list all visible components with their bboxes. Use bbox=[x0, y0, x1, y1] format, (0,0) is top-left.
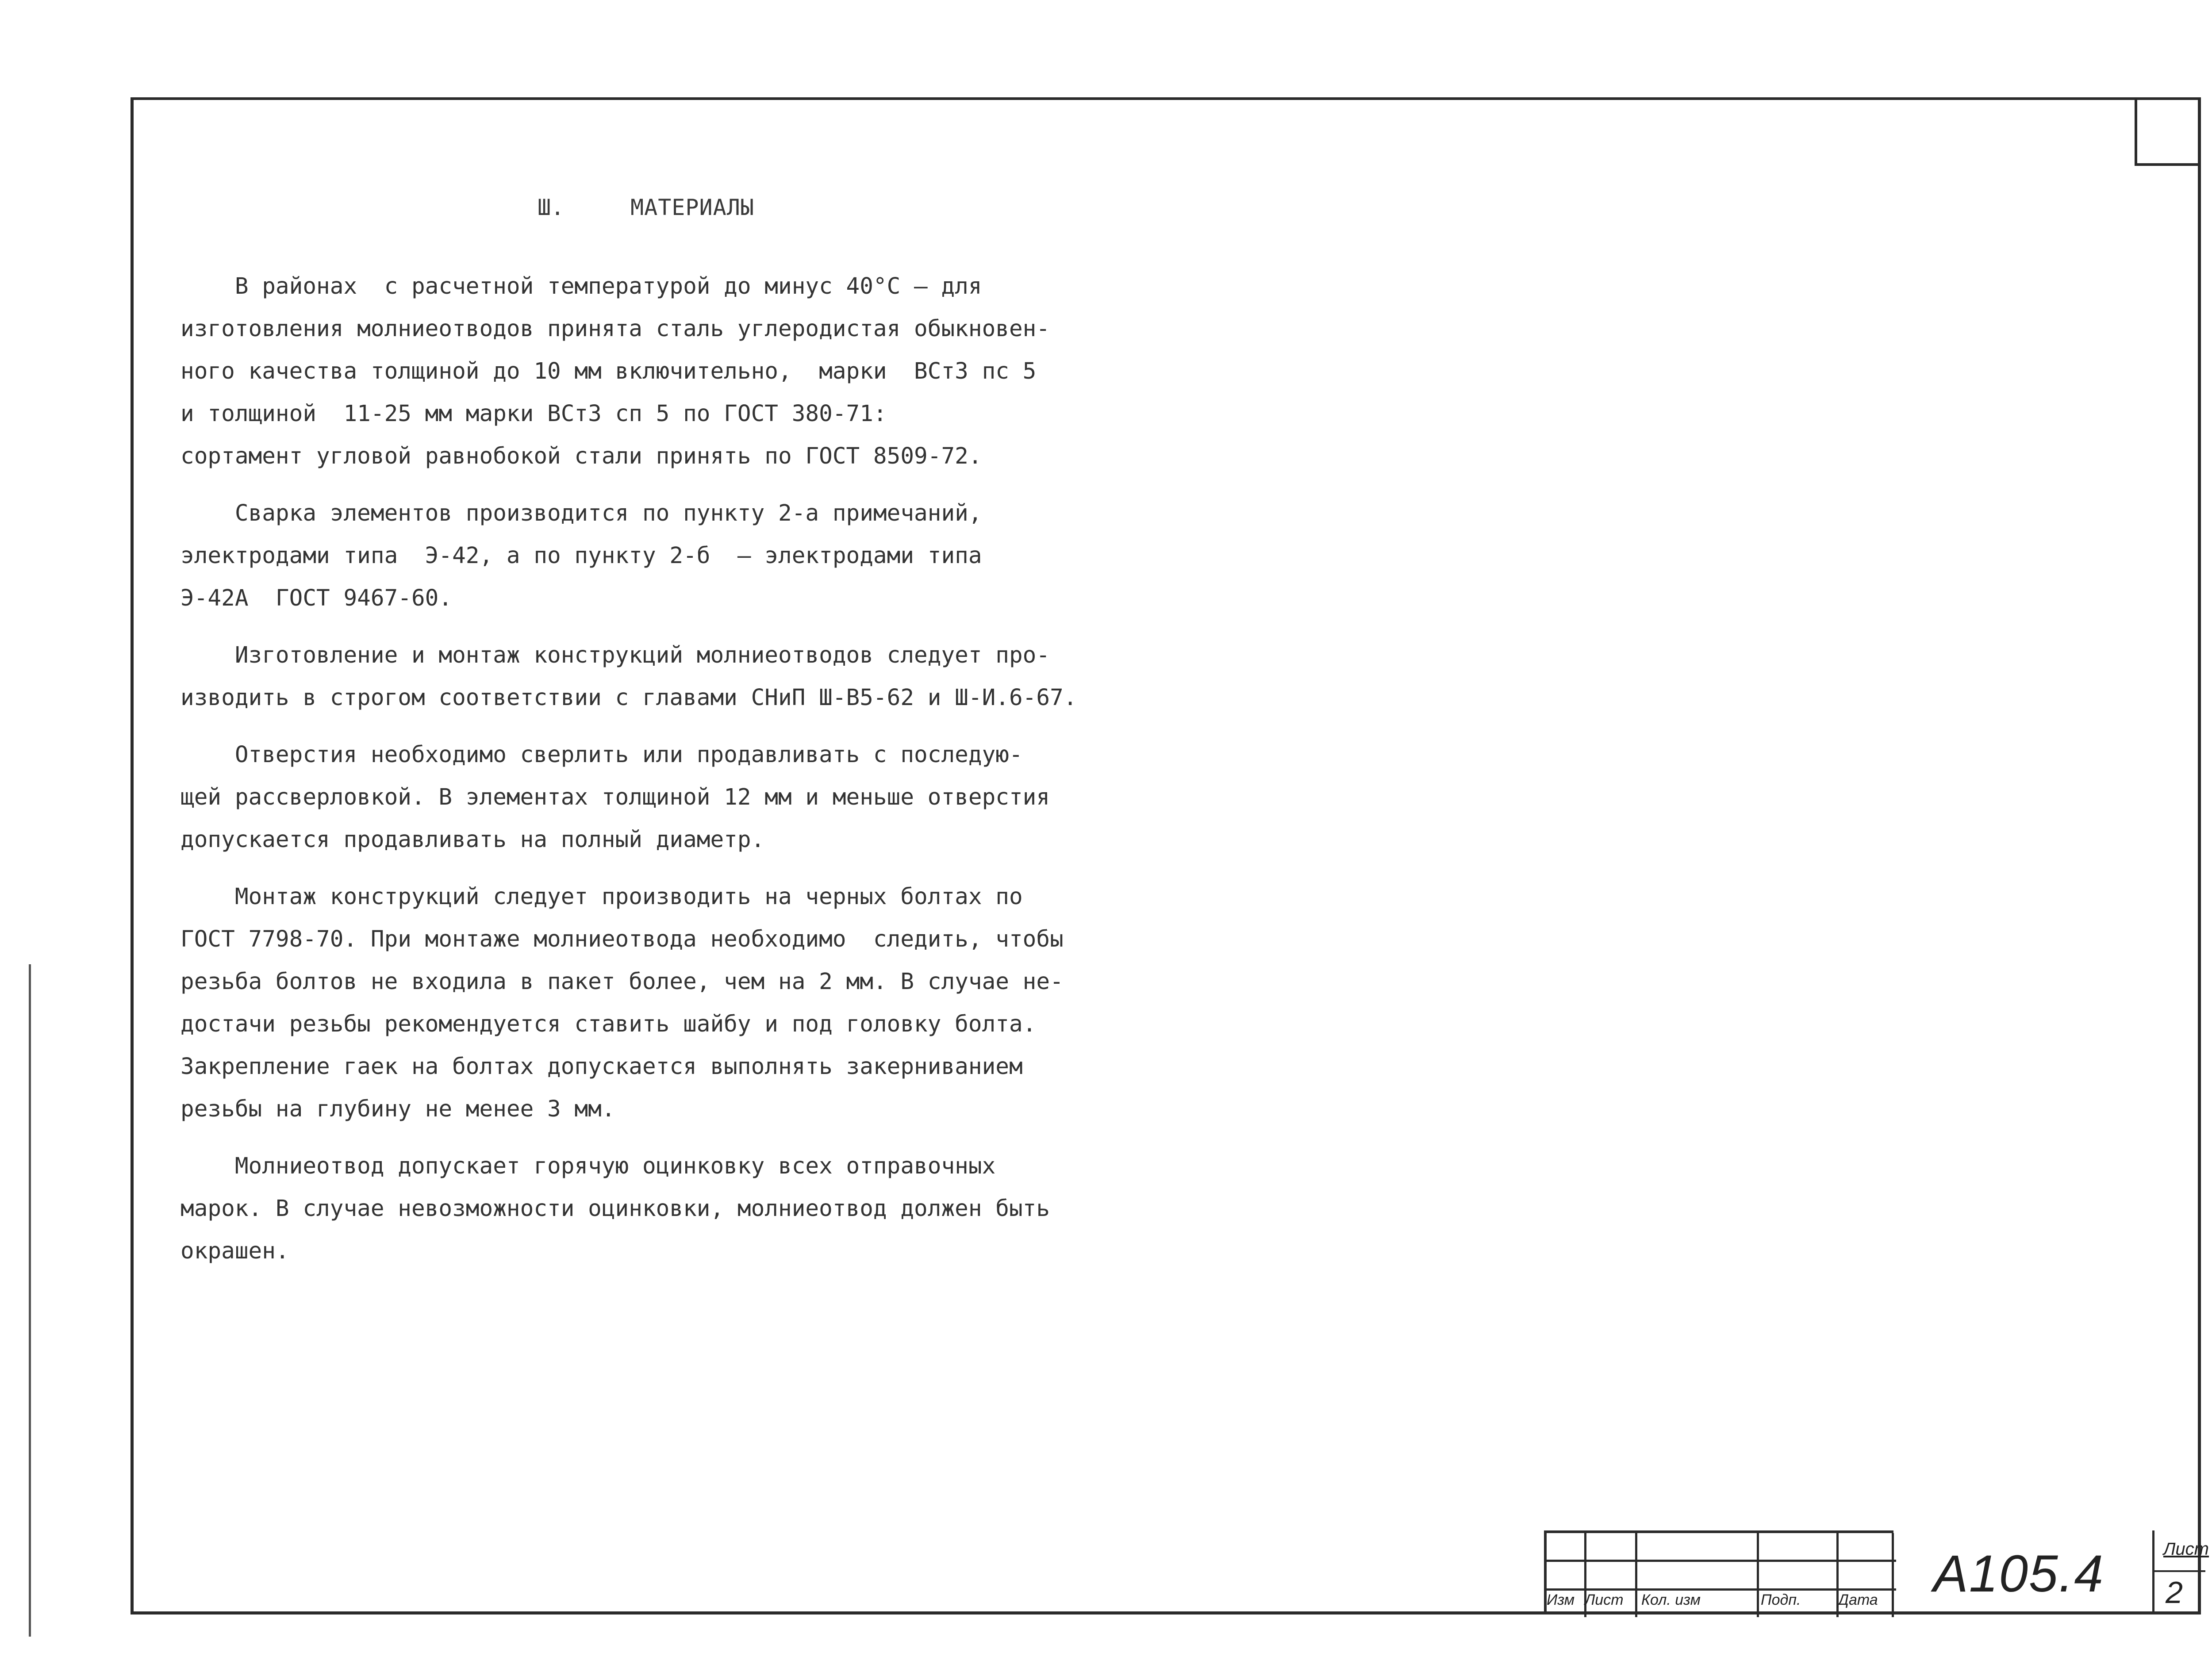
paragraph-welding bbox=[180, 492, 1101, 620]
title-block bbox=[1544, 1530, 2209, 1614]
text-line: изводить в строгом соответствии с главами СНиП Ш-В5-62 и Ш-И.6-67. bbox=[180, 685, 1077, 711]
text-line: и толщиной 11-25 мм марки ВСт3 сп 5 по ГОСТ 380-71: bbox=[180, 401, 887, 427]
label-date: Дата bbox=[1838, 1591, 1878, 1608]
label-change: Изм bbox=[1547, 1591, 1575, 1608]
text-line: Молниеотвод допускает горячую оцинковку всех отправочных bbox=[180, 1153, 996, 1179]
text-line: марок. В случае невозможности оцинковки, молниеотвод должен быть bbox=[180, 1196, 1050, 1222]
grid-col bbox=[1635, 1533, 1637, 1617]
paragraph-holes bbox=[180, 734, 1101, 861]
text-line: щей рассверловкой. В элементах толщиной 12 мм и меньше отверстия bbox=[180, 784, 1050, 810]
text-line: ного качества толщиной до 10 мм включительно, марки ВСт3 пс 5 bbox=[180, 358, 1037, 384]
grid-row bbox=[1547, 1588, 1896, 1591]
section-number: Ш. bbox=[538, 195, 565, 220]
label-sheet: Лист bbox=[1585, 1591, 1624, 1608]
paragraph-fabrication bbox=[180, 634, 1101, 719]
text-line: изготовления молниеотводов принята сталь углеродистая обыкновен- bbox=[180, 316, 1050, 342]
label-change-count: Кол. изм bbox=[1641, 1591, 1701, 1608]
paragraph-assembly bbox=[180, 876, 1101, 1131]
grid-col bbox=[1757, 1533, 1759, 1617]
text-line: Изготовление и монтаж конструкций молниеотводов следует про- bbox=[180, 642, 1050, 668]
sheet-divider bbox=[2154, 1570, 2205, 1572]
sheet-label: Лист bbox=[2163, 1539, 2209, 1559]
grid-row bbox=[1547, 1560, 1896, 1562]
section-title: МАТЕРИАЛЫ bbox=[630, 195, 754, 220]
text-line: окрашен. bbox=[180, 1238, 289, 1264]
text-line: электродами типа Э-42, а по пункту 2-б – электродами типа bbox=[180, 543, 982, 569]
paragraph-galvanizing bbox=[180, 1145, 1101, 1273]
text-line: резьбы на глубину не менее 3 мм. bbox=[180, 1096, 615, 1122]
text-line: Монтаж конструкций следует производить на черных болтах по bbox=[180, 884, 1023, 910]
binding-margin-line bbox=[29, 964, 31, 1637]
sheet-number: 2 bbox=[2166, 1575, 2183, 1610]
text-line: Сварка элементов производится по пункту 2-а примечаний, bbox=[180, 500, 982, 526]
text-line: Э-42А ГОСТ 9467-60. bbox=[180, 585, 453, 611]
text-line: Закрепление гаек на болтах допускается выполнять закерниванием bbox=[180, 1054, 1023, 1080]
text-line: Отверстия необходимо сверлить или продавливать с последую- bbox=[180, 742, 1023, 768]
text-line: сортамент угловой равнобокой стали принять по ГОСТ 8509-72. bbox=[180, 443, 982, 469]
paragraph-materials bbox=[180, 265, 1101, 478]
document-code: А105.4 bbox=[1933, 1545, 2104, 1603]
text-line: В районах с расчетной температурой до минус 40°С – для bbox=[180, 273, 982, 299]
corner-stamp-box bbox=[2135, 97, 2201, 166]
label-signature: Подп. bbox=[1761, 1591, 1801, 1608]
sheet-number-box bbox=[2152, 1530, 2209, 1614]
text-line: резьба болтов не входила в пакет более, чем на 2 мм. В случае не- bbox=[180, 969, 1064, 995]
document-body bbox=[180, 265, 1101, 1287]
text-line: ГОСТ 7798-70. При монтаже молниеотвода необходимо следить, чтобы bbox=[180, 926, 1064, 952]
text-line: допускается продавливать на полный диаметр. bbox=[180, 827, 765, 853]
text-line: достачи резьбы рекомендуется ставить шайбу и под головку болта. bbox=[180, 1011, 1037, 1037]
grid-col bbox=[1892, 1533, 1894, 1617]
